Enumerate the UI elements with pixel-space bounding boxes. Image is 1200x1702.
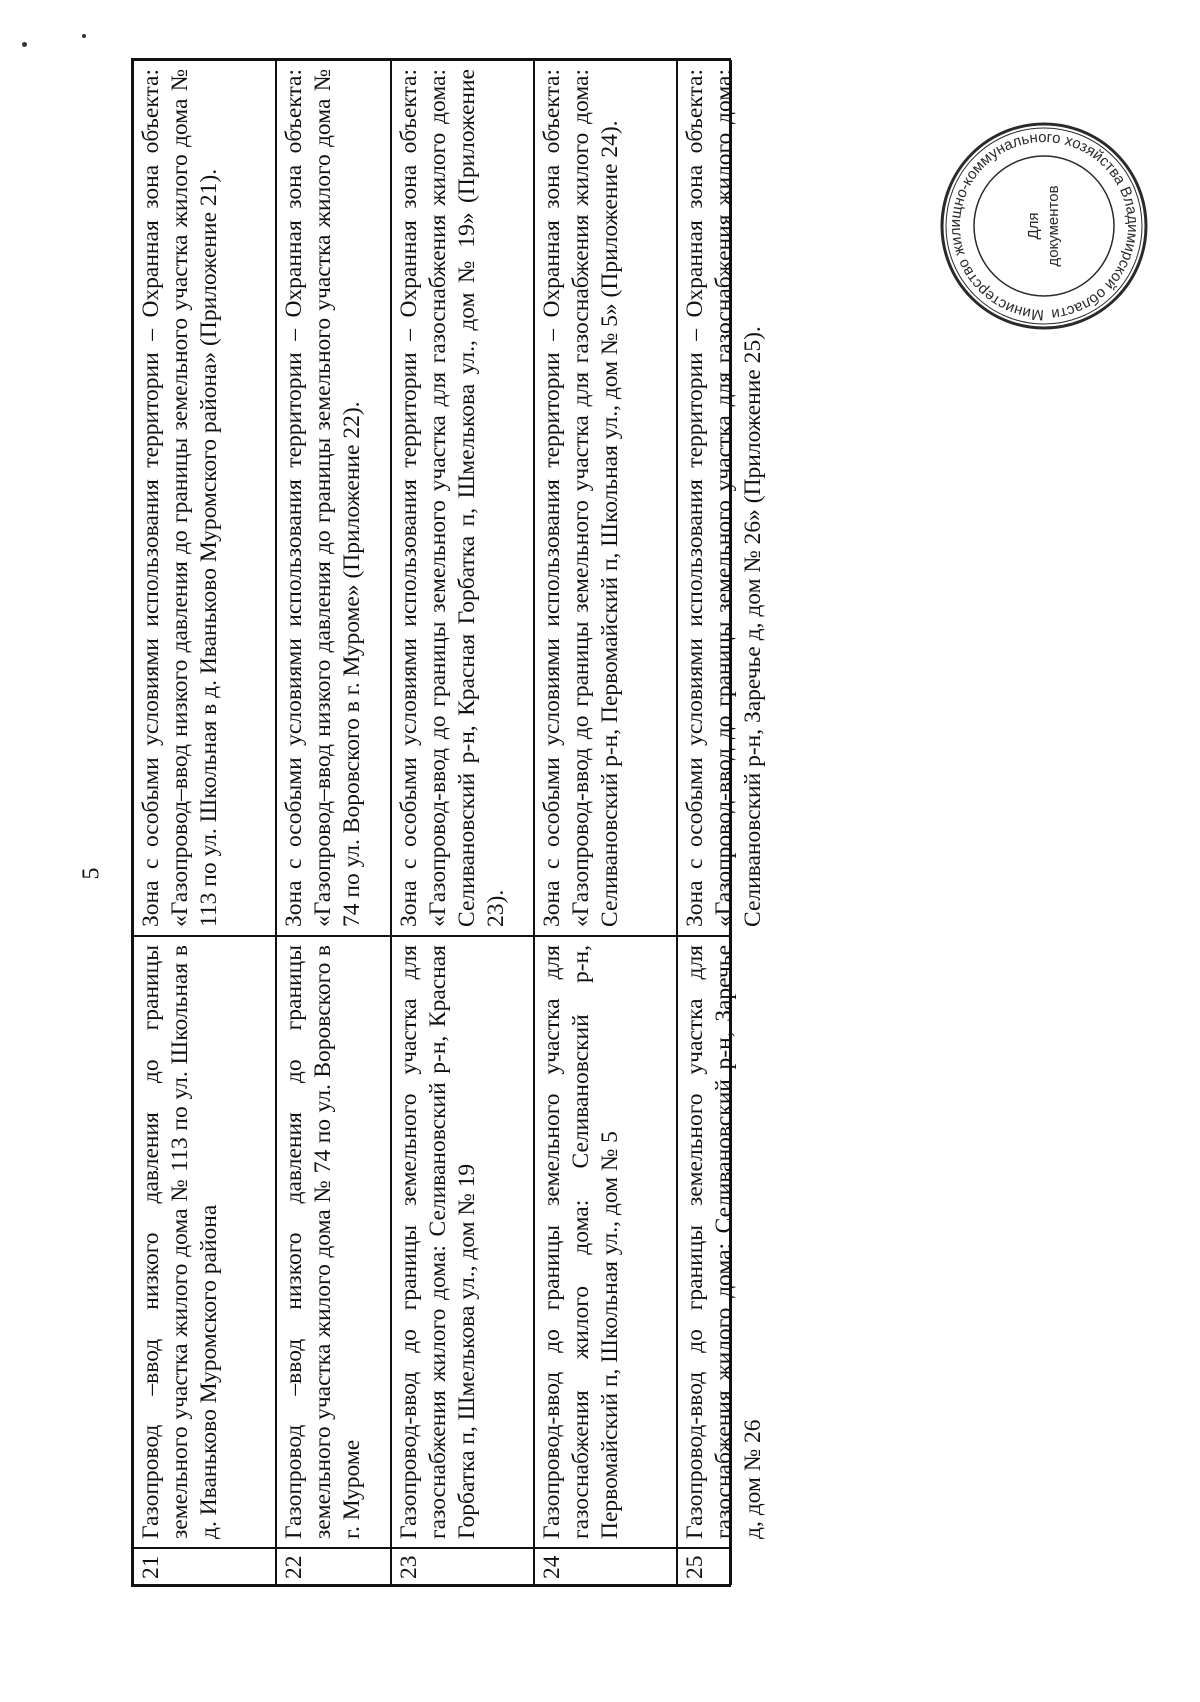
stamp-center-text: Для — [1025, 212, 1042, 240]
object-description: Газопровод-ввод до границы земельного участка для газоснабжения жилого дома: Селивановский р-н, Первомайский п, Школьная ул., дом № 5 — [534, 936, 677, 1548]
scan-speck — [82, 34, 86, 38]
stamp-center-text: документов — [1045, 185, 1062, 267]
zone-description: Зона с особыми условиями использования территории – Охранная зона объекта: «Газопровод-ввод до границы земельного участка для газоснабжения жилого дома: Селивановский р-н, Первомайский п, Школьная ул., дом № 5» (Приложение 24). — [534, 60, 677, 936]
zone-description: Зона с особыми условиями использования территории – Охранная зона объекта: «Газопровод–ввод низкого давления до границы земельного участка жилого дома № 113 по ул. Школьная в д. Иваньково Муромского района» (Приложение 21). — [133, 60, 276, 936]
row-number: 21 — [133, 1548, 276, 1585]
page-number: 5 — [78, 867, 105, 880]
official-stamp — [938, 120, 1150, 332]
row-number: 22 — [276, 1548, 391, 1585]
row-number: 24 — [534, 1548, 677, 1585]
stamp-seal-icon — [938, 120, 1150, 332]
object-description: Газопровод-ввод до границы земельного участка для газоснабжения жилого дома: Селивановский р-н, Заречье д, дом № 26 — [677, 936, 732, 1548]
zone-description: Зона с особыми условиями использования территории – Охранная зона объекта: «Газопровод-ввод до границы земельного участка для газоснабжения жилого дома: Селивановский р-н, Заречье д, дом № 26» (Приложение 25). — [677, 60, 732, 936]
object-description: Газопровод-ввод до границы земельного участка для газоснабжения жилого дома: Селивановский р-н, Красная Горбатка п, Шмелькова ул., дом № 19 — [391, 936, 534, 1548]
zone-description: Зона с особыми условиями использования территории – Охранная зона объекта: «Газопровод-ввод до границы земельного участка для газоснабжения жилого дома: Селивановский р-н, Красная Горбатка п, Шмелькова ул., дом № 19» (Приложение 23). — [391, 60, 534, 936]
stamp-ring-text: Министерство жилищно-коммунального хозяйства Владимирской области — [946, 128, 1142, 324]
row-number: 25 — [677, 1548, 732, 1585]
scan-speck — [22, 42, 27, 47]
zone-description: Зона с особыми условиями использования территории – Охранная зона объекта: «Газопровод–ввод низкого давления до границы земельного участка жилого дома № 74 по ул. Воровского в г. Муроме» (Приложение 22). — [276, 60, 391, 936]
object-description: Газопровод –ввод низкого давления до границы земельного участка жилого дома № 113 по ул. Школьная в д. Иваньково Муромского района — [133, 936, 276, 1548]
object-description: Газопровод –ввод низкого давления до границы земельного участка жилого дома № 74 по ул. Воровского в г. Муроме — [276, 936, 391, 1548]
document-table — [131, 58, 766, 1587]
row-number: 23 — [391, 1548, 534, 1585]
